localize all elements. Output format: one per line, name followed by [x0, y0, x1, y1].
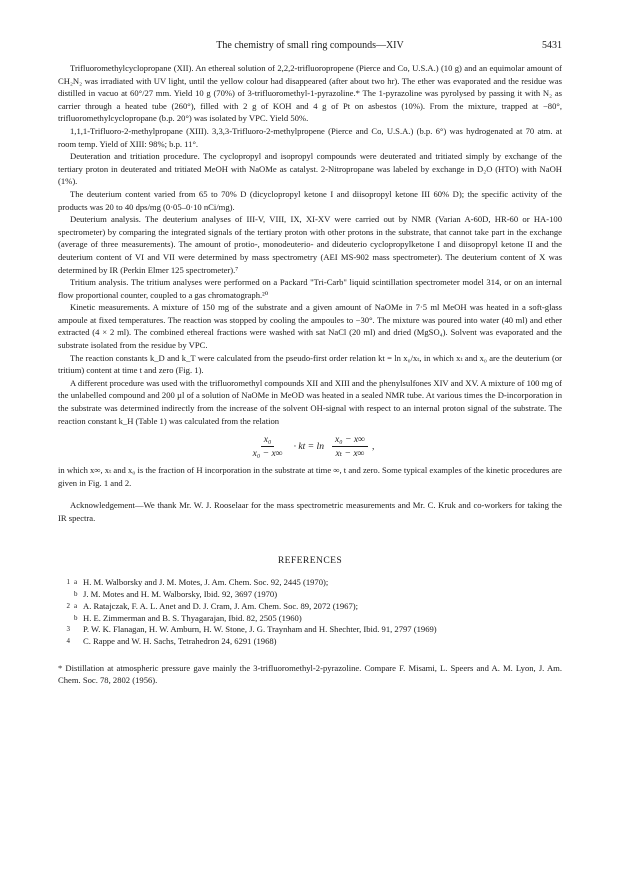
reference-number: 3: [66, 625, 70, 634]
reference-subletter: a: [74, 578, 78, 587]
reference-number: 4: [66, 637, 70, 646]
reference-text: P. W. K. Flanagan, H. W. Amburn, H. W. Stone, J. G. Traynham and H. Shechter, Ibid. 91, 2797 (1969): [83, 624, 437, 635]
reference-text: H. E. Zimmerman and B. S. Thyagarajan, Ibid. 82, 2505 (1960): [83, 612, 302, 623]
running-header: [58, 40, 562, 54]
reference-number: 2: [66, 601, 70, 610]
paragraph-deuterium-analysis: Deuterium analysis. The deuterium analyses of III-V, VIII, IX, XI-XV were carried out by NMR (Varian A-60D, HR-60 or HA-100 spectrometer) by comparing the integrated signals of the tertiary proton with other protons in the substrate, that cannot take part in the exchange (average of three measurements). The amount of protio-, monodeuterio- and dideuterio cyclopropylketone I and diisopropyl ketone II and the deuterium content of VI and VII were determined by mass spectrometry (AEI MS-902 mass spectrometer). The deuterium content of X was determined by IR (Perkin Elmer 125 spectrometer).⁷: [58, 214, 562, 275]
running-title: The chemistry of small ring compounds—XIV: [216, 40, 404, 51]
equation-rhs-denominator: xₜ − x∞: [335, 448, 365, 460]
reference-text: J. M. Motes and H. M. Walborsky, Ibid. 92, 3697 (1970): [83, 588, 278, 599]
reference-subletter: a: [74, 601, 78, 610]
references-heading: REFERENCES: [277, 554, 343, 566]
paragraph-reaction-constants: The reaction constants k_D and k_T were calculated from the pseudo-first order relation kt = ln x₀/xₜ, in which xₜ and x₀ are the deuterium (or tritium) content at time t and zero (Fig. 1).: [58, 352, 562, 376]
paragraph-trifluoromethylcyclopropane: Trifluoromethylcyclopropane (XII). An ethereal solution of 2,2,2-trifluoropropene (Pierce and Co, U.S.A.) (10 g) and an equimolar amount of CH₂N₂ was irradiated with UV light, until the yellow colour had disappeared (after about two hr). The ether was evaporated and the residue was distilled in vacuo at 60°/27 mm. Yield 10 g (70%) of 3-trifluoromethyl-1-pyrazoline.* The 1-pyrazoline was pyrolysed by passing it with N₂ as carrier through a heated tube (260°), filled with 2 g of KOH and 4 g of Pt on asbestos (10%). From the mixture, trapped at −80°, trifluoromethylcyclopropane (b.p. 20°) was isolated by VPC. Yield 50%.: [58, 63, 562, 124]
article-body: [58, 62, 562, 686]
reference-item: [58, 624, 562, 636]
paragraph-different-procedure: A different procedure was used with the trifluoromethyl compounds XII and XIII and the phenylsulfones XIV and XV. A mixture of 100 mg of the unlabelled compound and 200 µl of a solution of NaOMe in MeOD was heated in a sealed NMR tube. At various times the D-incorporation in the substrate was determined indirectly from the increase of the solvent OH-signal with respect to an internal proton signal of the substrate. The reaction constant k_H (Table 1) was calculated from the relation: [58, 377, 562, 426]
reference-number: 1: [66, 578, 70, 587]
equation-middle: · kt = ln: [293, 441, 325, 453]
equation-lhs-numerator: x₀: [261, 433, 275, 447]
paragraph-trifluoromethylpropane: 1,1,1-Trifluoro-2-methylpropane (XIII). 3,3,3-Trifluoro-2-methylpropene (Pierce and Co, U.S.A.) (b.p. 6°) was hydrogenated at 70 atm. at room temp. Yield of XIII: 98%; b.p. 11°.: [58, 125, 562, 149]
reference-text: C. Rappe and W. H. Sachs, Tetrahedron 24, 6291 (1968): [83, 636, 277, 647]
reference-number: [58, 613, 74, 625]
reference-item: [58, 636, 562, 648]
equation-rhs-fraction: [332, 433, 368, 460]
reference-subletter: b: [74, 589, 78, 598]
reference-item: [58, 601, 562, 613]
reference-subletter: [74, 624, 83, 636]
rate-equation: [58, 433, 562, 460]
reference-text: A. Ratajczak, F. A. L. Anet and D. J. Cram, J. Am. Chem. Soc. 89, 2072 (1967);: [83, 600, 358, 611]
reference-number: [58, 589, 74, 601]
equation-lhs-denominator: x₀ − x∞: [252, 448, 283, 460]
reference-subletter: b: [74, 613, 78, 622]
reference-item: [58, 613, 562, 625]
footnote: * Distillation at atmospheric pressure gave mainly the 3-trifluoromethyl-2-pyrazoline. Compare F. Misami, L. Speers and A. M. Lyon, J. Am. Chem. Soc. 78, 2802 (1956).: [58, 662, 562, 685]
reference-text: H. M. Walborsky and J. M. Motes, J. Am. Chem. Soc. 92, 2445 (1970);: [83, 577, 329, 588]
page-number: 5431: [542, 40, 562, 51]
paragraph-deuteration-procedure: Deuteration and tritiation procedure. The cyclopropyl and isopropyl compounds were deuterated and tritiated simply by exchange of the tertiary proton in deuterated and tritiated MeOH with NaOMe as catalyst. 2-Nitropropane was labeled by exchange in D₂O (HTO) with NaOH (1%).: [58, 151, 562, 187]
reference-subletter: [74, 636, 83, 648]
references-list: [58, 577, 562, 648]
paragraph-deuterium-content: The deuterium content varied from 65 to 70% D (dicyclopropyl ketone I and diisopropyl ketone III 60% D); the specific activity of the products was 20 to 40 dps/mg (0·05–0·10 nCi/mg).: [58, 188, 562, 212]
paragraph-kinetic-measurements: Kinetic measurements. A mixture of 150 mg of the substrate and a given amount of NaOMe in 7·5 ml MeOH was heated in a soft-glass ampoule at fixed temperatures. The reaction was stopped by cooling the ampoules to −30°. The mixture was poured into water (40 ml) and ether extracted (4 × 2 ml). The combined ethereal fractions were washed with sat NaCl (20 ml) and dried (MgSO₄). Solvent was evaporated and the substrate isolated from the residue by VPC.: [58, 302, 562, 351]
paragraph-tritium-analysis: Tritium analysis. The tritium analyses were performed on a Packard "Tri-Carb" liquid scintillation spectrometer model 314, or on an internal flow proportional counter, coupled to a gas chromatograph.²⁰: [58, 277, 562, 300]
equation-lhs-fraction: [250, 433, 286, 460]
acknowledgement: Acknowledgement—We thank Mr. W. J. Rooselaar for the mass spectrometric measurements and Mr. C. Kruk and co-workers for taking the IR spectra.: [58, 500, 562, 523]
equation-tail: ,: [372, 441, 375, 453]
paragraph-after-equation: in which x∞, xₜ and x₀ is the fraction of H incorporation in the substrate at time ∞, t and zero. Some typical examples of the kinetic procedures are given in Fig. 1 and 2.: [58, 465, 562, 488]
reference-item: [58, 589, 562, 601]
reference-item: [58, 577, 562, 589]
equation-rhs-numerator: x₀ − x∞: [332, 433, 368, 447]
